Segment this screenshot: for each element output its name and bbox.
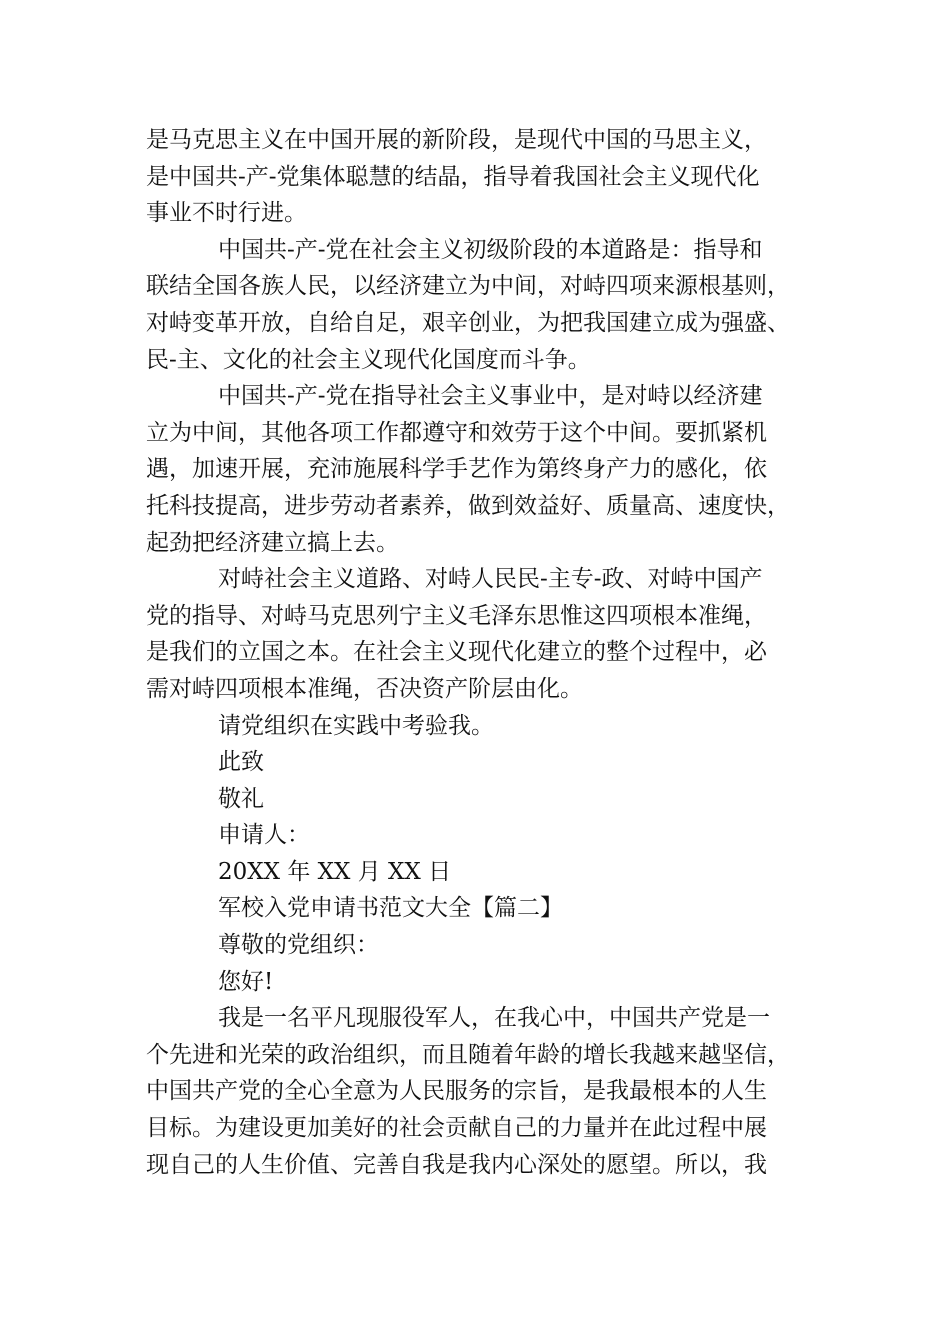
paragraph-2	[146, 232, 806, 378]
closing-request: 请党组织在实践中考验我。	[218, 712, 494, 739]
paragraph-3	[146, 378, 806, 561]
text-line: 联结全国各族人民，以经济建立为中间，对峙四项来源根基则，	[146, 273, 790, 300]
text-line: 个先进和光荣的政治组织，而且随着年龄的增长我越来越坚信，	[146, 1041, 790, 1068]
addressee: 尊敬的党组织：	[218, 932, 379, 959]
text-line: 现自己的人生价值、完善自我是我内心深处的愿望。所以，我	[146, 1151, 767, 1178]
text-line: 中国共产党的全心全意为人民服务的宗旨，是我最根本的人生	[146, 1078, 767, 1105]
text-line: 立为中间，其他各项工作都遵守和效劳于这个中间。要抓紧机	[146, 419, 767, 446]
text-line: 对峙变革开放，自给自足，艰辛创业，为把我国建立成为强盛、	[146, 309, 790, 336]
paragraph-5	[146, 1000, 806, 1183]
text-line: 党的指导、对峙马克思列宁主义毛泽东思惟这四项根本准绳，	[146, 602, 767, 629]
text-line: 需对峙四项根本准绳，否决资产阶层由化。	[146, 675, 583, 702]
document-body	[146, 122, 806, 1183]
text-line: 我是一名平凡现服役军人，在我心中，中国共产党是一	[218, 1005, 770, 1032]
text-line: 中国共-产-党在社会主义初级阶段的本道路是：指导和	[218, 236, 763, 263]
text-line: 民-主、文化的社会主义现代化国度而斗争。	[146, 346, 591, 373]
text-line: 托科技提高，进步劳动者素养，做到效益好、质量高、速度快，	[146, 492, 790, 519]
text-line: 遇，加速开展，充沛施展科学手艺作为第终身产力的感化，依	[146, 456, 767, 483]
paragraph-1	[146, 122, 806, 232]
text-line: 起劲把经济建立搞上去。	[146, 529, 399, 556]
text-line: 中国共-产-党在指导社会主义事业中，是对峙以经济建	[218, 383, 763, 410]
salutation-line-2: 敬礼	[218, 785, 264, 812]
paragraph-4	[146, 561, 806, 707]
text-line: 是我们的立国之本。在社会主义现代化建立的整个过程中，必	[146, 639, 767, 666]
text-line: 是马克思主义在中国开展的新阶段，是现代中国的马思主义，	[146, 127, 767, 153]
text-line: 目标。为建设更加美好的社会贡献自己的力量并在此过程中展	[146, 1115, 767, 1142]
date-line: 20XX 年 XX 月 XX 日	[218, 858, 452, 885]
text-line: 对峙社会主义道路、对峙人民民-主专-政、对峙中国产	[218, 566, 763, 593]
section-title: 军校入党申请书范文大全【篇二】	[218, 895, 563, 922]
applicant-label: 申请人：	[218, 822, 310, 849]
text-line: 是中国共-产-党集体聪慧的结晶，指导着我国社会主义现代化	[146, 163, 760, 190]
salutation-line-1: 此致	[218, 749, 264, 776]
text-line: 事业不时行进。	[146, 200, 307, 227]
greeting: 您好!	[218, 968, 274, 995]
